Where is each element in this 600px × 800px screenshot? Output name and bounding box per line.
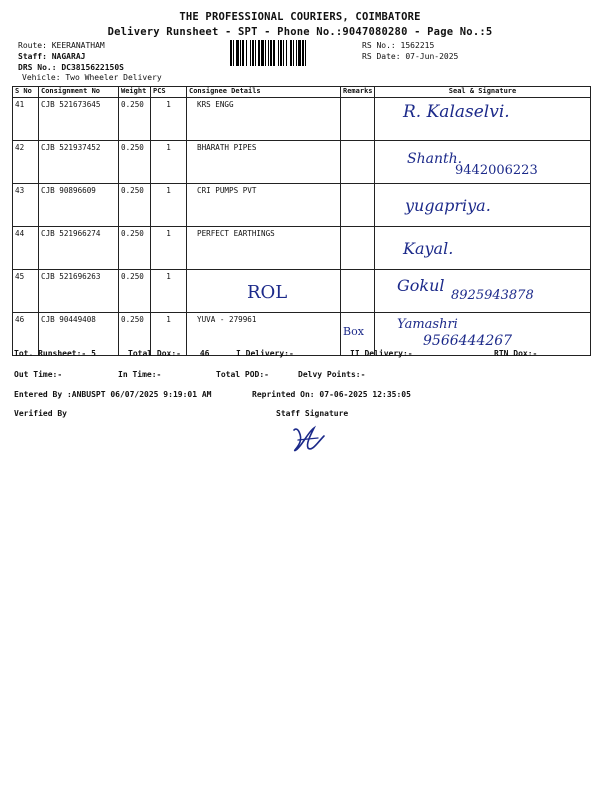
- handwritten-consignee: ROL: [247, 282, 288, 303]
- handwritten-signature: Kayal.: [403, 239, 454, 258]
- cell-weight: 0.250: [119, 184, 151, 227]
- cell-consignee: CRI PUMPS PVT: [187, 184, 341, 227]
- rs-date-line: [362, 52, 458, 61]
- out-time-label: Out Time:-: [14, 370, 63, 379]
- table-row: [13, 141, 591, 184]
- col-signature: Seal & Signature: [375, 87, 591, 98]
- verified-by: Verified By: [14, 409, 67, 418]
- cell-pcs: 1: [151, 313, 187, 356]
- drs-label: DRS No.:: [18, 63, 57, 72]
- ii-delivery-label: II Delivery:-: [350, 349, 413, 358]
- col-remarks: Remarks: [341, 87, 375, 98]
- cell-pcs: 1: [151, 270, 187, 313]
- rs-no-label: RS No.:: [362, 41, 396, 50]
- col-weight: Weight: [119, 87, 151, 98]
- barcode-image: [230, 40, 350, 66]
- handwritten-phone: 9442006223: [455, 163, 538, 178]
- handwritten-signature: Shanth.: [407, 151, 463, 167]
- total-dox: [128, 349, 209, 358]
- cell-sno: 46: [13, 313, 39, 356]
- vehicle-label: Vehicle:: [22, 73, 61, 82]
- handwritten-remark: Box: [343, 325, 364, 338]
- runsheet-subtitle: Delivery Runsheet - SPT - Phone No.:9047080280 - Page No.:5: [107, 26, 493, 38]
- cell-signature: [375, 141, 591, 184]
- cell-sno: 45: [13, 270, 39, 313]
- drs-value: DC3815622150S: [61, 63, 124, 72]
- staff-signature-mark: [288, 422, 332, 456]
- cell-consignment: CJB 90896609: [39, 184, 119, 227]
- cell-consignment: CJB 521966274: [39, 227, 119, 270]
- cell-weight: 0.250: [119, 98, 151, 141]
- cell-signature: [375, 227, 591, 270]
- cell-weight: 0.250: [119, 313, 151, 356]
- tot-runsheet-value: 5: [91, 349, 96, 358]
- reprinted-on: Reprinted On: 07-06-2025 12:35:05: [252, 390, 411, 399]
- table-header-row: [13, 87, 591, 98]
- cell-signature: [375, 98, 591, 141]
- handwritten-phone: 9566444267: [423, 333, 513, 349]
- in-time-label: In Time:-: [118, 370, 162, 379]
- cell-consignee: KRS ENGG: [187, 98, 341, 141]
- delivery-table: [12, 86, 591, 356]
- cell-consignee: PERFECT EARTHINGS: [187, 227, 341, 270]
- cell-weight: 0.250: [119, 227, 151, 270]
- tot-runsheet-label: Tot. Runsheet:-: [14, 349, 87, 358]
- rtn-dox-label: RTN Dox:-: [494, 349, 538, 358]
- entered-by: Entered By :ANBUSPT 06/07/2025 9:19:01 AM: [14, 390, 212, 399]
- cell-consignee: [187, 270, 341, 313]
- cell-consignment: CJB 521696263: [39, 270, 119, 313]
- cell-signature: [375, 184, 591, 227]
- cell-pcs: 1: [151, 98, 187, 141]
- vehicle-line: [22, 73, 162, 82]
- col-sno: S No: [13, 87, 39, 98]
- handwritten-signature: R. Kalaselvi.: [403, 102, 510, 122]
- staff-value: NAGARAJ: [51, 52, 86, 61]
- drs-line: [18, 63, 124, 72]
- col-consignee: Consignee Details: [187, 87, 341, 98]
- cell-pcs: 1: [151, 227, 187, 270]
- rs-date-value: 07-Jun-2025: [405, 52, 459, 61]
- cell-remarks: [341, 98, 375, 141]
- cell-consignment: CJB 521937452: [39, 141, 119, 184]
- route-line: [18, 41, 105, 50]
- cell-remarks: [341, 141, 375, 184]
- rs-no-value: 1562215: [400, 41, 435, 50]
- delvy-points-label: Delvy Points:-: [298, 370, 366, 379]
- table-row: [13, 98, 591, 141]
- cell-remarks: [341, 227, 375, 270]
- cell-pcs: 1: [151, 141, 187, 184]
- cell-weight: 0.250: [119, 270, 151, 313]
- handwritten-signature: Gokul: [397, 276, 445, 295]
- cell-sno: 44: [13, 227, 39, 270]
- total-dox-value: 46: [199, 349, 210, 358]
- staff-signature-label: Staff Signature: [276, 409, 349, 418]
- table-row: [13, 270, 591, 313]
- route-value: KEERANATHAM: [51, 41, 105, 50]
- col-pcs: PCS: [151, 87, 187, 98]
- tot-runsheet: [14, 349, 96, 358]
- rs-no-line: [362, 41, 434, 50]
- total-dox-label: Total Dox:-: [128, 349, 181, 358]
- rs-date-label: RS Date:: [362, 52, 401, 61]
- handwritten-signature: Yamashri: [397, 317, 458, 332]
- table-row: [13, 184, 591, 227]
- handwritten-phone: 8925943878: [451, 288, 534, 303]
- staff-label: Staff:: [18, 52, 47, 61]
- cell-sno: 43: [13, 184, 39, 227]
- cell-consignment: CJB 521673645: [39, 98, 119, 141]
- route-label: Route:: [18, 41, 47, 50]
- cell-sno: 41: [13, 98, 39, 141]
- cell-pcs: 1: [151, 184, 187, 227]
- cell-consignment: CJB 90449408: [39, 313, 119, 356]
- handwritten-signature: yugapriya.: [405, 196, 491, 215]
- cell-consignee: YUVA - 279961: [187, 313, 341, 356]
- total-pod-label: Total POD:-: [216, 370, 269, 379]
- table-row: [13, 227, 591, 270]
- cell-weight: 0.250: [119, 141, 151, 184]
- cell-signature: [375, 270, 591, 313]
- company-title: THE PROFESSIONAL COURIERS, COIMBATORE: [179, 11, 421, 23]
- cell-remarks: [341, 270, 375, 313]
- i-delivery-label: I Delivery:-: [236, 349, 294, 358]
- col-consignment: Consignment No: [39, 87, 119, 98]
- cell-sno: 42: [13, 141, 39, 184]
- cell-remarks: [341, 184, 375, 227]
- staff-line: [18, 52, 85, 61]
- vehicle-value: Two Wheeler Delivery: [65, 73, 162, 82]
- cell-consignee: BHARATH PIPES: [187, 141, 341, 184]
